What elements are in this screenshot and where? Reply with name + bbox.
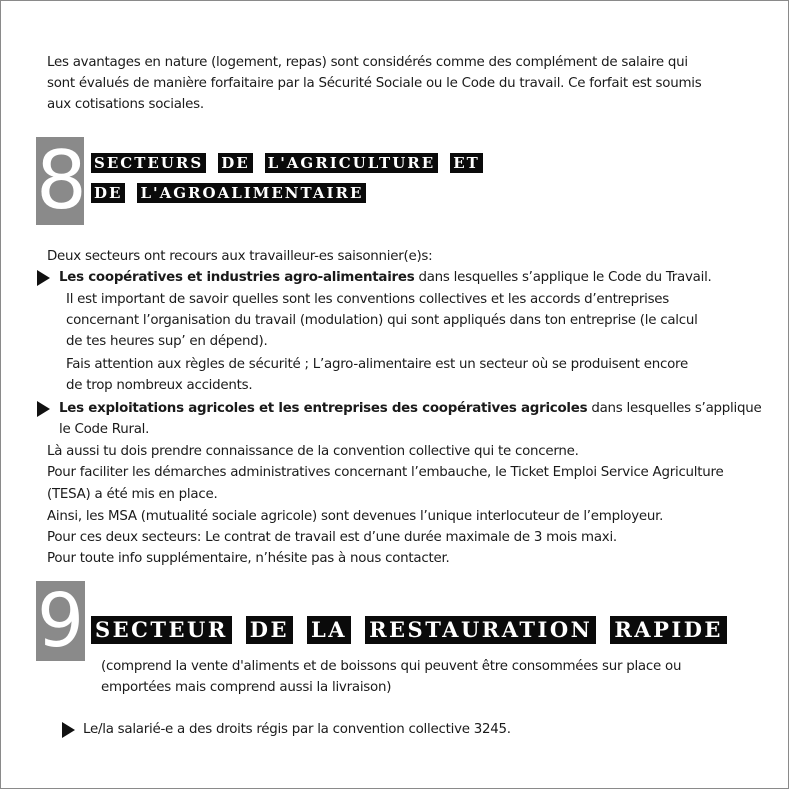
- body-line: emportées mais comprend aussi la livraison): [101, 680, 392, 695]
- title-word: DE: [246, 616, 293, 644]
- section-title-line-1: [91, 153, 483, 173]
- section-number-text: 8: [36, 134, 87, 227]
- bullet-bold-text: Les coopératives et industries agro-alimentaires: [59, 270, 415, 285]
- title-word: LA: [307, 616, 351, 644]
- title-word: RAPIDE: [610, 616, 727, 644]
- bullet-rest-text: dans lesquelles s’applique: [587, 401, 762, 416]
- section-number-8: [36, 134, 87, 227]
- bullet-arrow-icon: [37, 270, 50, 286]
- body-line: Là aussi tu dois prendre connaissance de la convention collective qui te concerne.: [47, 444, 579, 459]
- body-line: Pour toute info supplémentaire, n’hésite pas à nous contacter.: [47, 551, 450, 566]
- body-line: Pour ces deux secteurs: Le contrat de travail est d’une durée maximale de 3 mois maxi.: [47, 530, 617, 545]
- title-word: ET: [450, 153, 483, 173]
- body-line: Il est important de savoir quelles sont les conventions collectives et les accords d’entreprises: [66, 292, 670, 307]
- bullet-text: Le/la salarié-e a des droits régis par la convention collective 3245.: [83, 722, 511, 737]
- section-number-9: [36, 578, 85, 664]
- section-title: [91, 616, 727, 644]
- title-word: SECTEUR: [91, 616, 232, 644]
- body-line: Pour faciliter les démarches administratives concernant l’embauche, le Ticket Emploi Service Agriculture: [47, 465, 724, 480]
- intro-line: sont évalués de manière forfaitaire par la Sécurité Sociale ou le Code du travail. Ce forfait est soumis: [47, 76, 702, 91]
- bullet-heading: [59, 267, 712, 288]
- bullet-bold-text: Les exploitations agricoles et les entreprises des coopératives agricoles: [59, 401, 588, 416]
- title-word: RESTAURATION: [365, 616, 596, 644]
- body-line: Ainsi, les MSA (mutualité sociale agricole) sont devenues l’unique interlocuteur de l’employeur.: [47, 509, 664, 524]
- title-word: SECTEURS: [91, 153, 206, 173]
- section-title-line-2: [91, 183, 366, 203]
- bullet-rest-text: dans lesquelles s’applique le Code du Travail.: [414, 270, 712, 285]
- section-number-text: 9: [36, 578, 85, 664]
- title-word: L'AGROALIMENTAIRE: [137, 183, 366, 203]
- body-line: (TESA) a été mis en place.: [47, 487, 218, 502]
- intro-line: aux cotisations sociales.: [47, 97, 204, 112]
- title-word: DE: [218, 153, 252, 173]
- body-line: Fais attention aux règles de sécurité ; L’agro-alimentaire est un secteur où se produisent encore: [66, 357, 688, 372]
- body-line: de trop nombreux accidents.: [66, 378, 253, 393]
- bullet-arrow-icon: [37, 401, 50, 417]
- body-line: de tes heures sup’ en dépend).: [66, 334, 268, 349]
- title-word: L'AGRICULTURE: [265, 153, 439, 173]
- section-intro: Deux secteurs ont recours aux travailleur-es saisonnier(e)s:: [47, 249, 433, 264]
- intro-line: Les avantages en nature (logement, repas) sont considérés comme des complément de salaire qui: [47, 55, 688, 70]
- bullet-arrow-icon: [62, 722, 75, 738]
- body-line: (comprend la vente d'aliments et de boissons qui peuvent être consommées sur place ou: [101, 659, 682, 674]
- body-line: le Code Rural.: [59, 422, 150, 437]
- title-word: DE: [91, 183, 125, 203]
- body-line: concernant l’organisation du travail (modulation) qui sont appliqués dans ton entreprise (le calcul: [66, 313, 698, 328]
- bullet-heading: [59, 398, 761, 419]
